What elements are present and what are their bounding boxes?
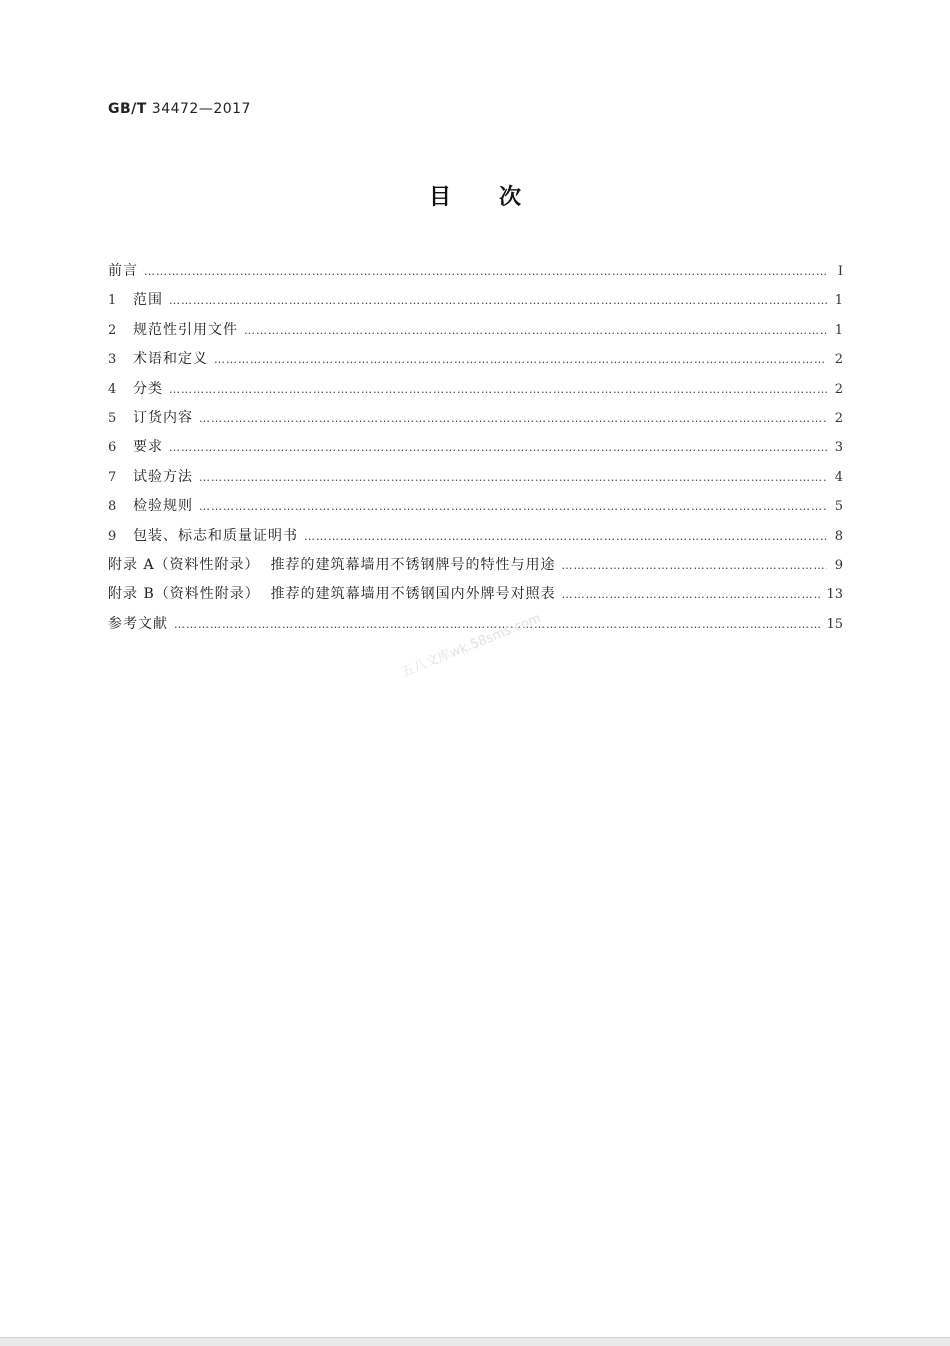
toc-entry-page: 1 — [834, 293, 843, 309]
toc-entry-annex-b[interactable] — [108, 583, 843, 612]
toc-entry-order-content[interactable] — [108, 407, 843, 436]
toc-entry-text: 术语和定义 — [133, 351, 208, 368]
toc-entry-number: 5 — [108, 410, 117, 426]
toc-entry-foreword[interactable] — [108, 260, 843, 289]
toc-leader-dots — [199, 471, 827, 484]
toc-entry-annex-a[interactable] — [108, 554, 843, 583]
toc-entry-normative-references[interactable] — [108, 319, 843, 348]
toc-leader-dots — [244, 324, 827, 337]
toc-leader-dots — [169, 383, 827, 396]
toc-entry-text: 要求 — [133, 439, 163, 456]
toc-leader-dots — [144, 265, 827, 278]
toc-leader-dots — [199, 412, 827, 425]
toc-entry-page: 2 — [834, 410, 843, 426]
standard-number: 34472—2017 — [151, 101, 251, 117]
toc-entry-scope[interactable] — [108, 289, 843, 318]
toc-entry-page: 13 — [826, 587, 843, 603]
toc-entry-page: 9 — [834, 557, 843, 573]
toc-entry-page: 4 — [834, 469, 843, 485]
toc-entry-text: 分类 — [133, 380, 163, 397]
toc-entry-page: 2 — [834, 381, 843, 397]
toc-entry-text: 订货内容 — [133, 409, 193, 426]
toc-leader-dots — [562, 588, 821, 601]
toc-entry-text: 附录 B（资料性附录） 推荐的建筑幕墙用不锈钢国内外牌号对照表 — [108, 586, 556, 603]
toc-leader-dots — [169, 441, 827, 454]
toc-entry-requirements[interactable] — [108, 436, 843, 465]
toc-entry-classification[interactable] — [108, 378, 843, 407]
table-of-contents — [108, 260, 843, 642]
toc-entry-test-methods[interactable] — [108, 466, 843, 495]
toc-entry-inspection-rules[interactable] — [108, 495, 843, 524]
toc-entry-text: 附录 A（资料性附录） 推荐的建筑幕墙用不锈钢牌号的特性与用途 — [108, 556, 556, 573]
toc-entry-number: 1 — [108, 293, 117, 309]
toc-leader-dots — [214, 353, 827, 366]
toc-entry-page: 3 — [834, 440, 843, 456]
toc-entry-number: 3 — [108, 352, 117, 368]
toc-entry-page: Ⅰ — [837, 264, 843, 279]
toc-entry-text: 范围 — [133, 292, 163, 309]
toc-entry-page: 2 — [834, 352, 843, 368]
watermark-text: 五八文库wk.58sms.com — [399, 610, 544, 681]
toc-leader-dots — [304, 530, 827, 543]
standard-code — [108, 101, 251, 117]
toc-entry-number: 6 — [108, 440, 117, 456]
page-title: 目次 — [428, 185, 569, 210]
toc-entry-number: 4 — [108, 381, 117, 397]
toc-entry-packaging[interactable] — [108, 525, 843, 554]
toc-entry-text: 试验方法 — [133, 468, 193, 485]
toc-entry-text: 参考文献 — [108, 615, 168, 632]
toc-entry-text: 包装、标志和质量证明书 — [133, 527, 298, 544]
toc-entry-page: 15 — [826, 616, 843, 632]
toc-entry-number: 8 — [108, 499, 117, 515]
toc-entry-number: 9 — [108, 528, 117, 544]
toc-entry-number: 2 — [108, 322, 117, 338]
standard-prefix: GB/T — [108, 101, 147, 117]
toc-leader-dots — [561, 559, 827, 572]
toc-entry-number: 7 — [108, 469, 117, 485]
toc-entry-page: 5 — [834, 499, 843, 515]
toc-entry-terms[interactable] — [108, 348, 843, 377]
toc-entry-text: 前言 — [108, 263, 138, 279]
toc-entry-text: 规范性引用文件 — [133, 321, 238, 338]
toc-leader-dots — [169, 294, 827, 307]
toc-leader-dots — [199, 500, 827, 513]
toc-entry-text: 检验规则 — [133, 498, 193, 515]
toc-entry-page: 8 — [834, 528, 843, 544]
toc-entry-page: 1 — [834, 322, 843, 338]
